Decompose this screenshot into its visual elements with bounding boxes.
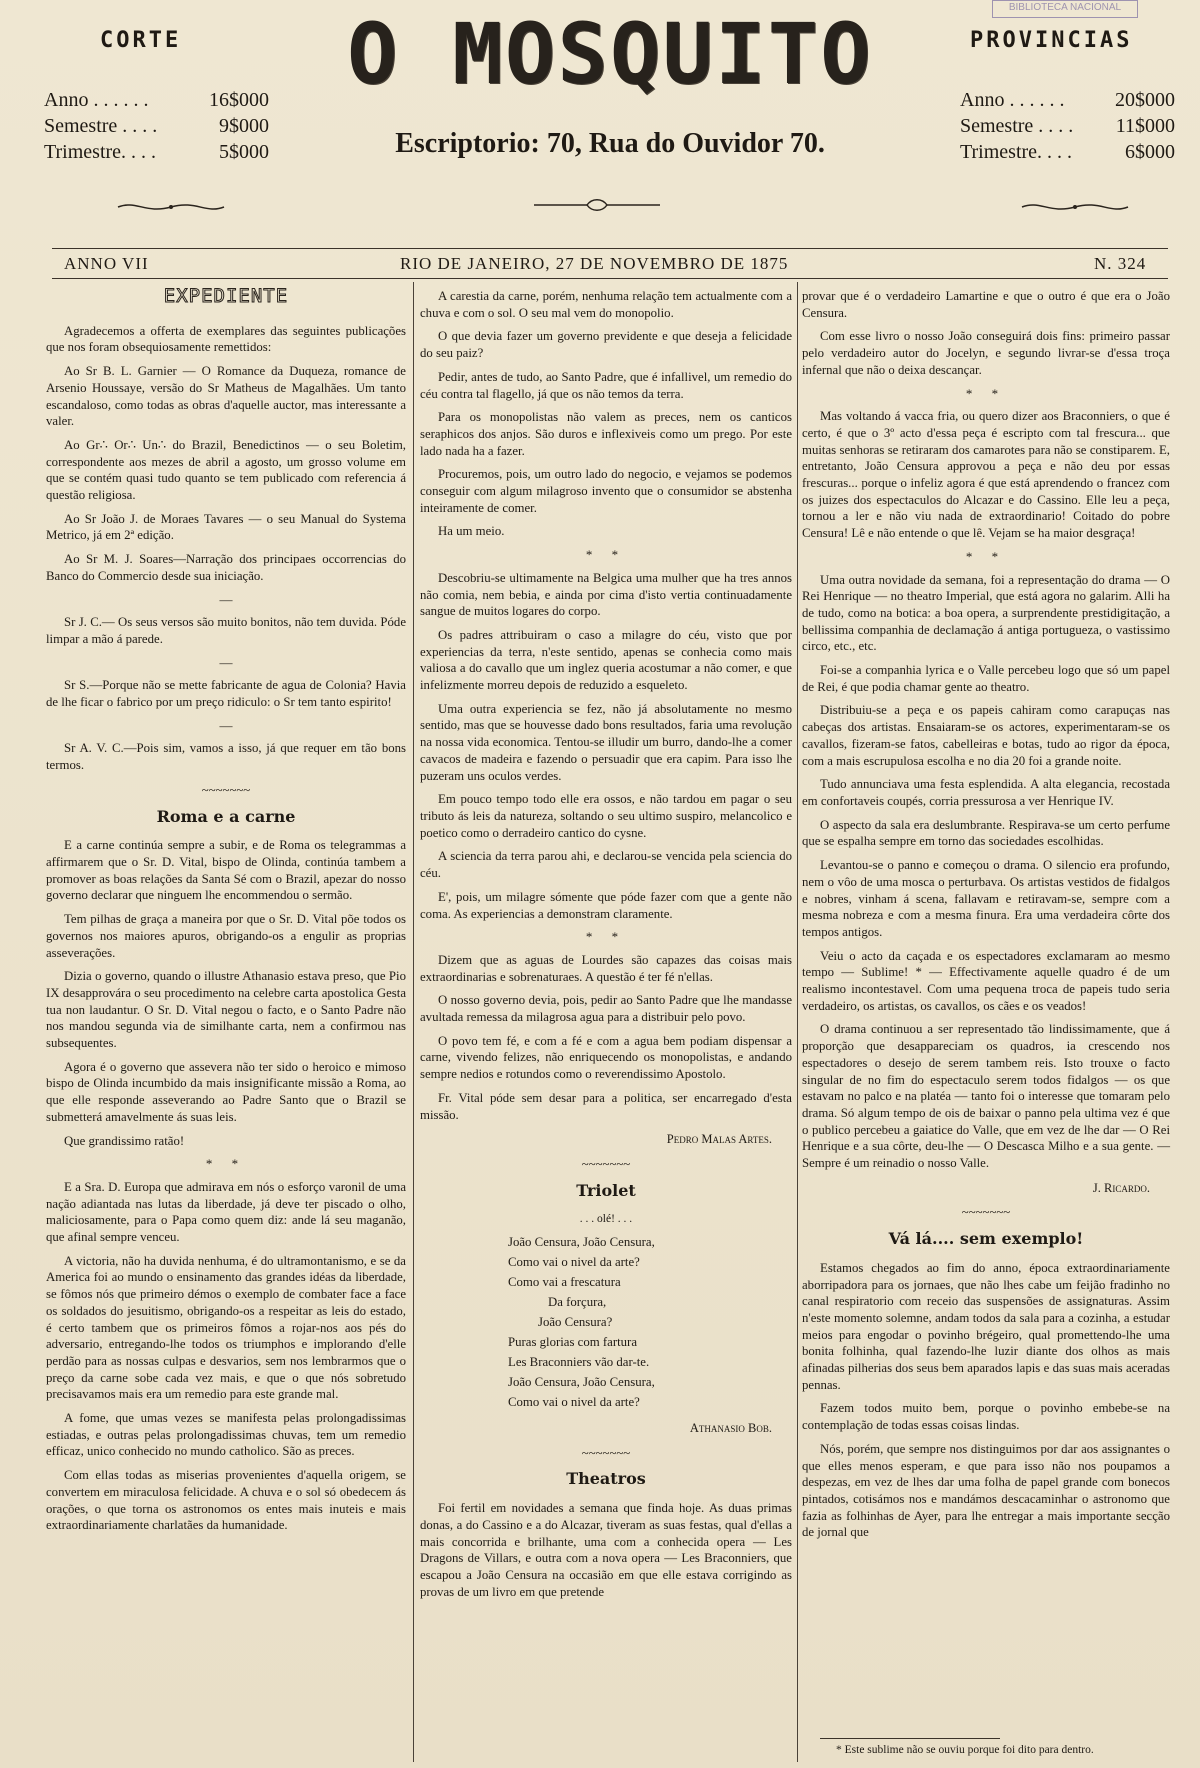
paragraph: Mas voltando á vacca fria, ou quero dizer aos Braconniers, o que é certo, é que o 3º acto d'essa peça é escripto com tal frescura... que muitas senhoras se retiraram dos camarotes para não se constiparem. E, entretanto, João Censura approvou a peça e não deu por essas frescuras... porque o infeliz agora é que está aprendendo o francez com os juizes dos espectaculos do Alcazar e do Cassino. Elle leu a peça, tornou a ler e não viu nada de extraordinario! Coitado do pobre Censura! Lê e não entende o que lê. Vejam se ha maior desgraça! (802, 409, 1170, 541)
price-label: Semestre . . . . (960, 115, 1074, 137)
paragraph: E a carne continúa sempre a subir, e de Roma os telegrammas a affirmarem que o Sr. D. Vital, bispo de Olinda, continúa tambem a promover as boas relações da Santa Sé com o Brazil, apezar do nosso governo declarar que ninguem lhe encommendou o sermão. (46, 838, 406, 903)
flourish-ornament-icon (532, 198, 662, 212)
signature: Athanasio Bob. (689, 1421, 772, 1436)
price-value: 16$000 (209, 89, 269, 111)
paragraph: Ao Gr∴ Or∴ Un∴ do Brazil, Benedictinos — o seu Boletim, correspondente aos mezes de abril a agosto, um grosso volume em que se contém quasi tudo quanto se tem publicado com referencia á questão religiosa. (46, 437, 406, 503)
issue-date: RIO DE JANEIRO, 27 DE NOVEMBRO DE 1875 (400, 254, 789, 273)
price-row (960, 113, 1175, 139)
wavy-divider-icon: ~~~~~~~ (201, 782, 251, 797)
paragraph: A carestia da carne, porém, nenhuma relação tem actualmente com a chuva e com o sol. O seu mal vem do monopolio. (420, 289, 792, 320)
paragraph: Agora é o governo que assevera não ter sido o heroico e mimoso bispo de Olinda incumbido da mais insignificante missão a Roma, ao que elle responde asseverando ao Padre Santo que o Brazil se submetterá amavelmente ás suas leis. (46, 1059, 406, 1124)
masthead-title: O MOSQUITO (347, 5, 873, 103)
price-label: Anno . . . . . . (960, 89, 1065, 111)
paragraph: Sr A. V. C.—Pois sim, vamos a isso, já que requer em tão bons termos. (46, 741, 406, 773)
flourish-ornament-icon (116, 200, 226, 214)
wavy-divider-icon: ~~~~~~~ (961, 1205, 1011, 1220)
subscription-provincias (960, 28, 1175, 165)
paragraph: Foi fertil em novidades a semana que finda hoje. As duas primas donas, a do Cassino e a do Alcazar, tiveram as suas festas, qual d'ellas a mais concorrida e brilhante, uma com a conhecida opera — Les Dragons de Villars, e outra com a nova opera — Les Braconniers, que escapou a João Censura na occasião em que elle estava corrigindo as provas de um livro em que pretende (420, 1501, 792, 1599)
paragraph: Com esse livro o nosso João conseguirá dois fins: primeiro passar pelo verdadeiro autor do Jocelyn, e segundo livrar-se d'essa troça infernal que não o deixa descançar. (802, 329, 1170, 377)
paragraph: O aspecto da sala era deslumbrante. Respirava-se um certo perfume que se espalha sempre em torno das sociedades escolhidas. (802, 817, 1170, 849)
paragraph: Os padres attribuiram o caso a milagre do céu, visto que por experiencias da terra, n'este sentido, apenas se conhecia como mais valiosa a do cavallo que um inglez queria acostumar a não comer, e que infelizmente morreu depois de reduzido a esqueleto. (420, 627, 792, 693)
price-value: 20$000 (1115, 89, 1175, 111)
short-divider: — (219, 654, 233, 670)
paragraph: Descobriu-se ultimamente na Belgica uma mulher que ha tres annos não comia, nem bebia, e ainda por cima d'isto vertia continuadamente sangue de muitos logares do corpo. (420, 570, 792, 619)
paragraph: A sciencia da terra parou ahi, e declarou-se vencida pela sciencia do céu. (420, 849, 792, 881)
paragraph: Estamos chegados ao fim do anno, época extraordinariamente aborripadora para os jornaes, que não lhes cabe um feijão fradinho no canal respiratorio com receio das suspensões de assignaturas. Assim n'este momento solemne, andam todos da sala para a cozinha, a estudar meios para engodar o povinho brégeiro, qual promettendo-lhe uma bonita folhinha, qual fazendo-lhe luzir diante dos olhos as mais afinadas pilherias dos seus bem aparados lapis e das suas mais aceradas pennas. (802, 1260, 1170, 1392)
paragraph: Pedir, antes de tudo, ao Santo Padre, que é infallivel, um remedio do céu contra tal flagello, já que os não temos da terra. (420, 369, 792, 401)
price-value: 6$000 (1125, 141, 1175, 163)
header-rule (52, 248, 1168, 249)
paragraph: Ao Sr M. J. Soares—Narração dos principaes occorrencias do Banco do Commercio desde sua iniciação. (46, 552, 406, 583)
paragraph: E', pois, um milagre sómente que póde fazer com que a gente não coma. As experiencias a demonstram claramente. (420, 889, 792, 921)
signature: J. Ricardo. (1092, 1180, 1150, 1195)
poem-line: Les Braconniers vão dar-te. (508, 1355, 650, 1370)
poem-line: Como vai a frescatura (508, 1275, 621, 1290)
paragraph: Uma outra experiencia se fez, não já absolutamente no mesmo sentido, mas que se houvesse dado bons resultados, faria uma revolução na nossa vida economica. Tentou-se illudir um burro, dando-lhe a comer cavacos de madeira e fazendo o persuadir que era capim. Para isso lhe puzeram uns oculos verdes. (420, 701, 792, 783)
paragraph: Tem pilhas de graça a maneira por que o Sr. D. Vital põe todos os governos nos maiores apuros, obrigando-os a engulir as proprias asseverações. (46, 912, 406, 960)
subscription-corte (44, 28, 269, 165)
asterism-divider: * * (205, 1156, 247, 1172)
price-label: Trimestre. . . . (960, 141, 1073, 163)
paragraph: Dizia o governo, quando o illustre Athanasio estava preso, que Pio IX desapprovára o seu procedimento na celebre carta apostolica Gesta tua non laudantur. O Sr. D. Vital negou o facto, e o Santo Padre não nos mandou segunda via de similhante carta, nem a confirmou nas subsequentes. (46, 969, 406, 1051)
paragraph: Veiu o acto da caçada e os espectadores exclamaram ao mesmo tempo — Sublime! * — Effectivamente aquelle quadro é de um realismo incontestavel. Com uma pequena troca de papeis tudo seria verdadeiro, os artistas, os cavallos, os cães e os veados! (802, 948, 1170, 1013)
paragraph: Procuremos, pois, um outro lado do negocio, e vejamos se podemos conseguir com algum milagroso invento que o consumidor se abstenha inteiramente de comer. (420, 467, 792, 515)
wavy-divider-icon: ~~~~~~~ (581, 1156, 631, 1171)
va-la-heading: Vá lá.... sem exemplo! (888, 1229, 1084, 1249)
library-stamp: BIBLIOTECA NACIONAL (992, 0, 1138, 18)
paragraph: Uma outra novidade da semana, foi a representação do drama — O Rei Henrique — no theatro Imperial, que está agora no galarim. Alli ha de tudo, como na botica: a boa opera, a surprendente prestidigitação, a bellissima companhia de declamação á antiga portugueza, o vastissimo circo, etc., etc. (802, 572, 1170, 654)
price-row (960, 139, 1175, 165)
paragraph: O drama continuou a ser representado tão lindissimamente, que á proporção que desappareciam os quadros, ia crescendo nos espectadores o desejo de serem tambem reis. Isto trouxe o facto singular de no fim do espectaculo serem todos fidalgos — os que estavam no palco e na platéa — tanto foi o interesse que tomaram pelo drama. Só algum tempo de ois de baixar o panno pela ultima vez é que o publico percebeu a gaiatice do Valle, que em vez de lhe dar — O Rei Henrique e a sua côrte, deu-lhe — O Descasca Milho e a sua gente. — Sempre é um reinadio o nosso Valle. (802, 1022, 1170, 1171)
paragraph: Para os monopolistas não valem as preces, nem os canticos seraphicos dos anjos. São duros e inflexiveis como um prego. Por este lado nada ha a fazer. (420, 410, 792, 458)
price-label: Semestre . . . . (44, 115, 158, 137)
flourish-ornament-icon (1020, 200, 1130, 214)
paragraph: Com ellas todas as miserias provenientes d'aquella origem, se convertem em miraculosa felicidade. A chuva e o sol só obedecem ás orações, o que torna os astronomos os entes mais inuteis e mais extraordinariamente charlatães da humanidade. (46, 1468, 406, 1533)
office-address: Escriptorio: 70, Rua do Ouvidor 70. (395, 128, 825, 159)
paragraph: Distribuiu-se a peça e os papeis cahiram como carapuças nas cabeças dos artistas. Ensaiaram-se os actores, experimentaram-se os cavallos, fizeram-se fatos, cabelleiras e botas, tudo ao rigor da época, com a mais escrupulosa escolha e no dia 20 foi a grande noite. (802, 703, 1170, 768)
paragraph: Em pouco tempo todo elle era ossos, e não tardou em pagar o seu tributo ás leis da natureza, soltando o seu ultimo suspiro, melancolico e poetico como o derradeiro cantico do cysne. (420, 792, 792, 840)
paragraph: Fr. Vital póde sem desar para a politica, ser encarregado d'esta missão. (420, 1090, 792, 1122)
price-row (44, 139, 269, 165)
paragraph: Que grandissimo ratão! (64, 1133, 185, 1148)
paragraph: Sr S.—Porque não se mette fabricante de agua de Colonia? Havia de lhe ficar o fabrico por um preço ridiculo: o Sr tem tanto espirito! (46, 678, 406, 710)
paragraph: Nós, porém, que sempre nos distinguimos por dar aos assignantes o que elles menos esperam, e que para isso não nos poupamos a despezas, em vez de lhes dar uma folha de papel grande com bonecos pintados, cotisámos nos e mandámos descacaminhar o astronomo que fazia as folhinhas de Ayer, para lhe entregar a mais importante secção de jornal que (802, 1441, 1170, 1540)
price-value: 11$000 (1115, 115, 1175, 137)
paragraph: Ao Sr João J. de Moraes Tavares — o seu Manual do Systema Metrico, já em 2ª edição. (46, 511, 406, 543)
paragraph: Sr J. C.— Os seus versos são muito bonitos, não tem duvida. Póde limpar a mão á parede. (46, 615, 406, 646)
paragraph: Ao Sr B. L. Garnier — O Romance da Duqueza, romance de Arsenio Houssaye, versão do Sr Matheus de Magalhães. Um tanto escandaloso, como todas as obras d'aquelle auctor, mas interessante a valer. (46, 364, 406, 429)
price-value: 9$000 (219, 115, 269, 137)
paragraph: A victoria, não ha duvida nenhuma, é do ultramontanismo, e se da America foi ao mundo o ensinamento das grandes idéas da liberdade, se fômos nós que primeiro démos o exemplo de combater face a face os soldados do jesuitismo, obrigando-os a respeitar as leis do estado, é certo tambem que os primeiros fômos a rojar-nos aos pés do adversario, entregando-lhe todos os triumphos e implorando d'elle perdão para as nossas culpas e desvarios, sem nos lembrarmos que o preço da carne sobe cada vez mais, e que o que nós sobretudo precisavamos mais era um remedio para este grande mal. (46, 1253, 406, 1402)
price-row (44, 113, 269, 139)
paragraph: A fome, que umas vezes se manifesta pelas prolongadissimas estiadas, e outras pelas prolongadissimas chuvas, tem um remedio efficaz, unico conhecido no mundo catholico. São as preces. (46, 1411, 406, 1459)
poem-line: Como vai o nivel da arte? (508, 1395, 640, 1410)
corte-title: CORTE (100, 28, 182, 53)
asterism-divider: * * (965, 548, 1007, 564)
paragraph: Ha um meio. (438, 524, 505, 539)
asterism-divider: * * (585, 547, 627, 563)
paragraph: Dizem que as aguas de Lourdes são capazes das coisas mais extraordinarias e sobrenaturaes. A questão é ter fé n'ellas. (420, 952, 792, 984)
paragraph: O que devia fazer um governo previdente e que deseja a felicidade do seu paiz? (420, 329, 792, 361)
paragraph: provar que é o verdadeiro Lamartine e que o outro é que era o João Censura. (802, 289, 1170, 320)
footnote-rule (820, 1738, 1000, 1739)
paragraph: Levantou-se o panno e começou o drama. O silencio era profundo, nem o vôo de uma mosca o perturbava. Os artistas vestidos de fidalgos e nobres, vinham á scena, fallavam e retiravam-se, sempre com a mesma nobreza e com a mesma finura. Era uma verdadeira côrte dos tempos antigos. (802, 858, 1170, 939)
triolet-epigraph: . . . olé! . . . (579, 1213, 633, 1226)
expediente-heading: EXPEDIENTE (163, 285, 289, 307)
column-rule (797, 282, 798, 1762)
roma-heading: Roma e a carne (156, 806, 296, 826)
short-divider: — (219, 591, 233, 607)
column-1 (46, 285, 406, 1541)
issue-number: N. 324 (1094, 254, 1147, 273)
price-label: Trimestre. . . . (44, 141, 157, 163)
paragraph: Agradecemos a offerta de exemplares das seguintes publicações que nos foram obsequiosamente remettidos: (46, 323, 406, 355)
poem-line: Da forçura, (548, 1295, 607, 1310)
price-value: 5$000 (219, 141, 269, 163)
price-row (44, 87, 269, 113)
poem-line: Puras glorias com fartura (508, 1335, 637, 1350)
asterism-divider: * * (585, 929, 627, 945)
signature: Pedro Malas Artes. (666, 1132, 772, 1147)
volume-number: ANNO VII (64, 254, 149, 273)
footnote: * Este sublime não se ouviu porque foi dito para dentro. (836, 1744, 1094, 1756)
column-3 (802, 288, 1170, 1548)
asterism-divider: * * (965, 385, 1007, 401)
paragraph: Foi-se a companhia lyrica e o Valle percebeu logo que só um papel de Rei, é que podia chamar gente ao theatro. (802, 663, 1170, 694)
paragraph: O povo tem fé, e com a fé e com a agua bem podiam dispensar a carne, vivendo felizes, não enriquecendo os monopolistas, e andando sempre nedios e rotundos como o reverendissimo Apostolo. (420, 1033, 792, 1082)
theatros-heading: Theatros (566, 1469, 646, 1489)
header-rule (52, 278, 1168, 279)
triolet-heading: Triolet (576, 1180, 636, 1200)
poem-line: Como vai o nivel da arte? (508, 1255, 640, 1270)
short-divider: — (219, 717, 233, 733)
provincias-title: PROVINCIAS (970, 28, 1133, 53)
poem-line: João Censura? (538, 1315, 613, 1330)
price-label: Anno . . . . . . (44, 89, 149, 111)
paragraph: Fazem todos muito bem, porque o povinho embebe-se na contemplação de todas essas coisas lindas. (802, 1401, 1170, 1433)
paragraph: E a Sra. D. Europa que admirava em nós o esforço varonil de uma nação adiantada nas lutas da liberdade, já deve ter piscado o olho, maliciosamente, para o Papa como quem diz: ande lá seu maganão, que afinal sempre venceu. (46, 1179, 406, 1245)
paragraph: Tudo annunciava uma festa esplendida. A alta elegancia, recostada em confortaveis coupés, corria pressurosa a ver Henrique IV. (802, 777, 1170, 808)
price-row (960, 87, 1175, 113)
paragraph: O nosso governo devia, pois, pedir ao Santo Padre que lhe mandasse avultada remessa da milagrosa agua para a distribuir pelo povo. (420, 993, 792, 1025)
wavy-divider-icon: ~~~~~~~ (581, 1445, 631, 1460)
triolet-poem (508, 1232, 792, 1412)
column-rule (413, 282, 414, 1762)
poem-line: João Censura, João Censura, (508, 1375, 655, 1390)
poem-line: João Censura, João Censura, (508, 1235, 655, 1250)
column-2 (420, 288, 792, 1607)
